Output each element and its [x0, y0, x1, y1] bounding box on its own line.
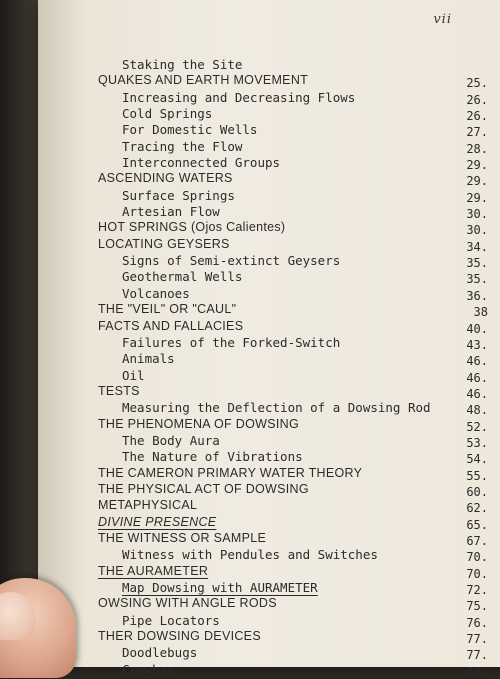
thumb-nail — [0, 592, 36, 640]
toc-entry — [98, 319, 488, 335]
toc-entry — [98, 122, 488, 138]
toc-entry-title: Tracing the Flow — [122, 138, 243, 154]
toc-entry — [98, 466, 488, 482]
toc-entry — [98, 531, 488, 547]
toc-entry-page: 77. — [466, 648, 488, 663]
toc-entry-title: Measuring the Deflection of a Dowsing Rod — [122, 400, 431, 416]
toc-entry-title: Staking the Site — [122, 57, 243, 72]
toc-entry-title: Witness with Pendules and Switches — [122, 547, 378, 563]
toc-entry — [98, 204, 488, 220]
toc-entry-page: 60. — [466, 484, 488, 499]
toc-entry — [98, 515, 488, 531]
toc-entry-title: Failures of the Forked-Switch — [122, 334, 341, 350]
toc-entry-title: THE PHYSICAL ACT OF DOWSING — [98, 481, 309, 496]
toc-entry — [98, 155, 488, 171]
toc-entry-page: 26. — [466, 92, 488, 107]
toc-entry-page: 46. — [466, 386, 488, 401]
toc-entry-title: Interconnected Groups — [122, 155, 281, 171]
toc-entry — [98, 564, 488, 580]
toc-entry-page: 52. — [466, 419, 488, 434]
toc-entry — [98, 384, 488, 400]
toc-entry — [98, 106, 488, 122]
toc-entry-title: For Domestic Wells — [122, 122, 258, 138]
toc-entry — [98, 253, 488, 269]
toc-entry — [98, 629, 488, 645]
toc-entry — [98, 596, 488, 612]
toc-entry — [98, 662, 488, 678]
toc-entry-title: Pipe Locators — [122, 612, 220, 628]
toc-entry — [98, 139, 488, 155]
toc-entry-page: 27. — [466, 125, 488, 140]
toc-entry — [98, 171, 488, 187]
toc-entry-title: HOT SPRINGS (Ojos Calientes) — [98, 220, 286, 235]
toc-entry — [98, 547, 488, 563]
toc-entry — [98, 351, 488, 367]
toc-entry — [98, 335, 488, 351]
toc-entry — [98, 498, 488, 514]
toc-entry-page: 35. — [466, 256, 488, 271]
toc-entry-page: 77. — [466, 632, 488, 647]
toc-entry-page: 29. — [466, 190, 488, 205]
toc-entry-title: Surface Springs — [122, 187, 235, 203]
toc-entry-page: 53. — [466, 435, 488, 450]
toc-entry-page: 55. — [466, 468, 488, 483]
toc-entry-title: Artesian Flow — [122, 204, 220, 220]
toc-entry-page: 62. — [466, 501, 488, 516]
toc-entry-title: THE "VEIL" OR "CAUL" — [98, 302, 237, 317]
toc-entry-title: THE WITNESS OR SAMPLE — [98, 530, 267, 545]
toc-entry-title: Oil — [122, 367, 145, 383]
toc-entry-page: 46. — [466, 370, 488, 385]
toc-entry — [98, 220, 488, 236]
toc-entry-page: 35. — [466, 272, 488, 287]
toc-entry-page: 29. — [466, 158, 488, 173]
toc-entry-title: Increasing and Decreasing Flows — [122, 89, 356, 105]
toc-entry — [98, 269, 488, 285]
toc-entry-title: The Body Aura — [122, 432, 220, 448]
toc-entry-page: 48. — [466, 403, 488, 418]
toc-entry-title: Doodlebugs — [122, 645, 198, 661]
toc-entry-title: Signs of Semi-extinct Geysers — [122, 253, 341, 269]
toc-entry-title: Map Dowsing with AURAMETER — [122, 580, 318, 595]
toc-entry-title: THE PHENOMENA OF DOWSING — [98, 416, 299, 431]
toc-entry — [98, 400, 488, 416]
toc-entry — [98, 417, 488, 433]
toc-entry-page: 36. — [466, 288, 488, 303]
table-of-contents — [98, 57, 488, 678]
toc-entry-page: 76. — [466, 615, 488, 630]
toc-entry-page: 75. — [466, 599, 488, 614]
toc-entry-page: 30. — [466, 223, 488, 238]
toc-entry — [98, 73, 488, 89]
toc-entry-page: 40. — [466, 321, 488, 336]
book-page — [38, 0, 500, 679]
toc-entry-page: 29. — [466, 174, 488, 189]
toc-entry-title: ASCENDING WATERS — [98, 171, 233, 186]
toc-entry-page: 54. — [466, 452, 488, 467]
page-number: vii — [433, 12, 452, 27]
toc-entry-page: 38 — [473, 305, 488, 320]
toc-entry-title: THE AURAMETER — [98, 563, 209, 578]
toc-entry-title: The Nature of Vibrations — [122, 449, 303, 465]
toc-entry — [98, 302, 488, 318]
toc-entry-title: Geothermal Wells — [122, 269, 243, 285]
toc-entry — [98, 188, 488, 204]
toc-entry-title: METAPHYSICAL — [98, 498, 198, 513]
toc-entry — [98, 433, 488, 449]
toc-entry-title: QUAKES AND EARTH MOVEMENT — [98, 73, 309, 88]
toc-entry-page: 65. — [466, 517, 488, 532]
toc-entry-page: 26. — [466, 109, 488, 124]
toc-entry — [98, 57, 488, 73]
toc-entry-page: 25. — [466, 76, 488, 91]
toc-entry-title: Animals — [122, 351, 175, 367]
toc-entry-title: Crowbar — [122, 661, 175, 677]
toc-entry-page: 70. — [466, 550, 488, 565]
toc-entry-title: THE CAMERON PRIMARY WATER THEORY — [98, 465, 363, 480]
toc-entry-page: 67. — [466, 533, 488, 548]
toc-entry-page: 28. — [466, 141, 488, 156]
toc-entry-page: 72. — [466, 583, 488, 597]
toc-entry-page: 46. — [466, 354, 488, 369]
toc-entry — [98, 368, 488, 384]
toc-entry-page: 30. — [466, 207, 488, 222]
toc-entry-title: FACTS AND FALLACIES — [98, 318, 244, 333]
toc-entry — [98, 613, 488, 629]
toc-entry-page: 78. — [466, 664, 488, 679]
toc-entry-title: THER DOWSING DEVICES — [98, 629, 261, 644]
toc-entry — [98, 645, 488, 661]
toc-entry-page: 34. — [466, 239, 488, 254]
toc-entry-title: TESTS — [98, 383, 140, 398]
toc-entry-title: Volcanoes — [122, 285, 190, 301]
toc-entry-page: 70. — [466, 566, 488, 581]
toc-entry — [98, 580, 488, 596]
toc-entry-title: Cold Springs — [122, 106, 213, 122]
toc-entry-title: DIVINE PRESENCE — [98, 514, 217, 529]
toc-entry — [98, 482, 488, 498]
toc-entry — [98, 449, 488, 465]
toc-entry — [98, 237, 488, 253]
toc-entry-page: 43. — [466, 337, 488, 352]
toc-entry-title: LOCATING GEYSERS — [98, 236, 230, 251]
toc-entry — [98, 90, 488, 106]
toc-entry-title: OWSING WITH ANGLE RODS — [98, 596, 277, 611]
toc-entry — [98, 286, 488, 302]
